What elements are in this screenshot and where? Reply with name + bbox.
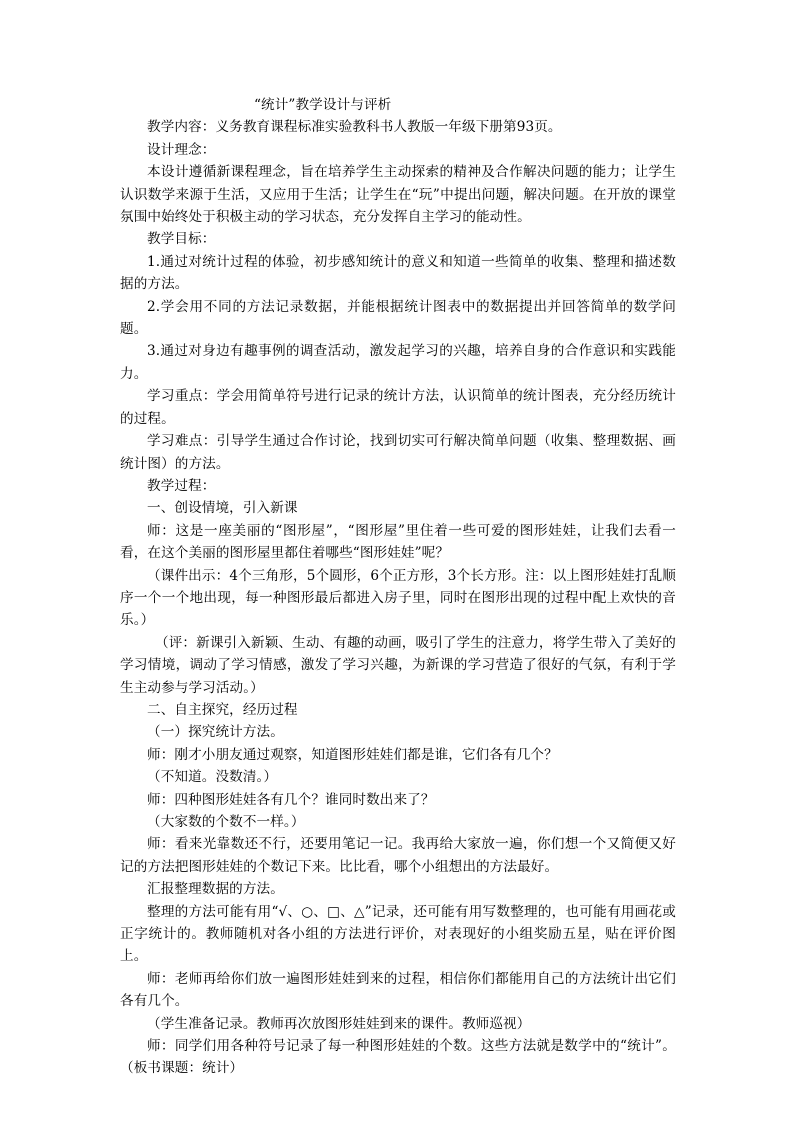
paragraph-teacher-instruction: 师：看来光靠数还不行，还要用笔记一记。我再给大家放一遍，你们想一个又简便又好记的方法把图形娃娃的个数记下来。比比看，哪个小组想出的方法最好。 bbox=[120, 836, 676, 875]
paragraph-teacher-question-1: 师：刚才小朋友通过观察，知道图形娃娃们都是谁，它们各有几个？ bbox=[147, 746, 558, 763]
document-title: “统计”教学设计与评析 bbox=[254, 97, 392, 113]
paragraph-design-concept-heading: 设计理念： bbox=[147, 141, 216, 158]
paragraph-goal-2: 2.学会用不同的方法记录数据，并能根据统计图表中的数据提出并回答简单的数学问题。 bbox=[120, 298, 676, 338]
paragraph-difficulties: 学习难点：引导学生通过合作讨论，找到切实可行解决简单问题（收集、整理数据、画统计图）的方法。 bbox=[120, 433, 676, 472]
paragraph-teacher-summary: 师：同学们用各种符号记录了每一种图形娃娃的个数。这些方法就是数学中的“统计”。（板书课题：统计） bbox=[120, 1038, 676, 1077]
paragraph-content: 教学内容：义务教育课程标准实验教科书人教版一年级下册第93页。 bbox=[147, 119, 562, 136]
paragraph-goal-3: 3.通过对身边有趣事例的调查活动，激发起学习的兴趣，培养自身的合作意识和实践能力。 bbox=[120, 343, 676, 382]
paragraph-goal-1: 1.通过对统计过程的体验，初步感知统计的意义和知道一些简单的收集、整理和描述数据的方法。 bbox=[120, 253, 676, 293]
paragraph-student-answer-2: （大家数的个数不一样。） bbox=[147, 814, 305, 830]
paragraph-goals-heading: 教学目标： bbox=[147, 231, 216, 248]
paragraph-courseware-note: （课件出示：4个三角形，5个圆形，6个正方形，3个长方形。注：以上图形娃娃打乱顺序一个一个地出现，每一种图形最后都进入房子里，同时在图形出现的过程中配上欢快的音乐。） bbox=[120, 567, 676, 629]
paragraph-teacher-replay: 师：老师再给你们放一遍图形娃娃到来的过程，相信你们都能用自己的方法统计出它们各有几个。 bbox=[120, 970, 676, 1010]
paragraph-design-concept: 本设计遵循新课程理念，旨在培养学生主动探索的精神及合作解决问题的能力；让学生认识数学来源于生活，又应用于生活；让学生在“玩”中提出问题，解决问题。在开放的课堂氛围中始终处于积极主动的学习状态，充分发挥自主学习的能动性。 bbox=[120, 164, 676, 226]
paragraph-student-answer-1: （不知道。没数清。） bbox=[147, 769, 278, 786]
paragraph-report-methods: 汇报整理数据的方法。 bbox=[147, 881, 284, 898]
paragraph-section-2-heading: 二、自主探究，经历过程 bbox=[147, 701, 298, 718]
paragraph-section-1-heading: 一、创设情境，引入新课 bbox=[147, 500, 298, 517]
paragraph-key-points: 学习重点：学会用简单符号进行记录的统计方法，认识简单的统计图表，充分经历统计的过程。 bbox=[120, 388, 676, 427]
paragraph-student-record: （学生准备记录。教师再次放图形娃娃到来的课件。教师巡视） bbox=[147, 1015, 531, 1032]
paragraph-teacher-intro: 师：这是一座美丽的“图形屋”，“图形屋”里住着一些可爱的图形娃娃，让我们去看一看，在这个美丽的图形屋里都住着哪些“图形娃娃”呢？ bbox=[120, 522, 676, 562]
paragraph-teacher-question-2: 师：四种图形娃娃各有几个？谁同时数出来了？ bbox=[147, 791, 435, 808]
paragraph-methods-detail: 整理的方法可能有用“√、○、□、△”记录，还可能有用写数整理的，也可能有用画花或正字统计的。教师随机对各小组的方法进行评价，对表现好的小组奖励五星，贴在评价图上。 bbox=[120, 903, 676, 965]
paragraph-subsection-1: （一）探究统计方法。 bbox=[147, 724, 284, 741]
paragraph-process-heading: 教学过程： bbox=[147, 477, 216, 494]
document-page bbox=[120, 94, 676, 1080]
paragraph-comment: （评：新课引入新颖、生动、有趣的动画，吸引了学生的注意力，将学生带入了美好的学习情境，调动了学习情感，激发了学习兴趣，为新课的学习营造了很好的气氛，有利于学生主动参与学习活动。） bbox=[120, 634, 676, 696]
